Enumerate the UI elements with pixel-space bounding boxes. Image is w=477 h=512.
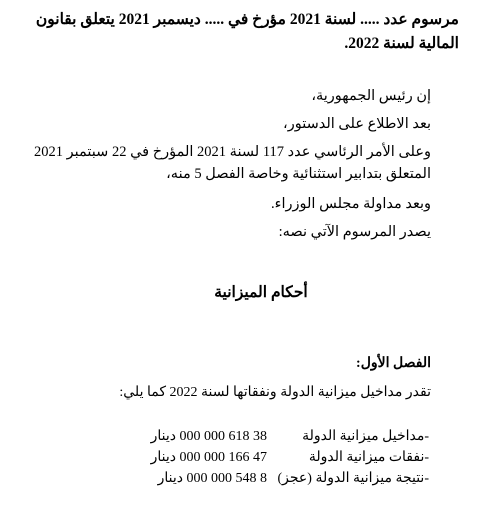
preamble-line-3: وعلى الأمر الرئاسي عدد 117 لسنة 2021 المؤرخ في 22 سبتمبر 2021 [34,144,431,160]
preamble-line-2: بعد الاطلاع على الدستور، [283,116,431,132]
chapter-intro: تقدر مداخيل ميزانية الدولة ونفقاتها لسنة 2022 كما يلي: [119,385,431,400]
budget-item-amount: 38 618 000 000 دينار [150,429,267,444]
budget-item-label: -نتيجة ميزانية الدولة (عجز) [277,471,429,486]
chapter-title: الفصل الأول: [356,356,431,371]
preamble-line-1: إن رئيس الجمهورية، [311,88,431,104]
preamble-line-6: يصدر المرسوم الآتي نصه: [278,224,431,240]
section-title: أحكام الميزانية [214,284,308,301]
budget-item-label: -نفقات ميزانية الدولة [308,450,429,465]
decree-title-line-2: المالية لسنة 2022. [344,35,459,52]
budget-item-amount: 8 548 000 000 دينار [157,471,267,486]
decree-title-line-1: مرسوم عدد ..... لسنة 2021 مؤرخ في ..... ديسمبر 2021 يتعلق بقانون [35,11,459,28]
budget-item-label: -مداخيل ميزانية الدولة [302,429,429,444]
budget-item-amount: 47 166 000 000 دينار [150,450,267,465]
preamble-line-5: وبعد مداولة مجلس الوزراء. [271,196,431,212]
preamble-line-4: المتعلق بتدابير استثنائية وخاصة الفصل 5 منه، [166,166,431,182]
